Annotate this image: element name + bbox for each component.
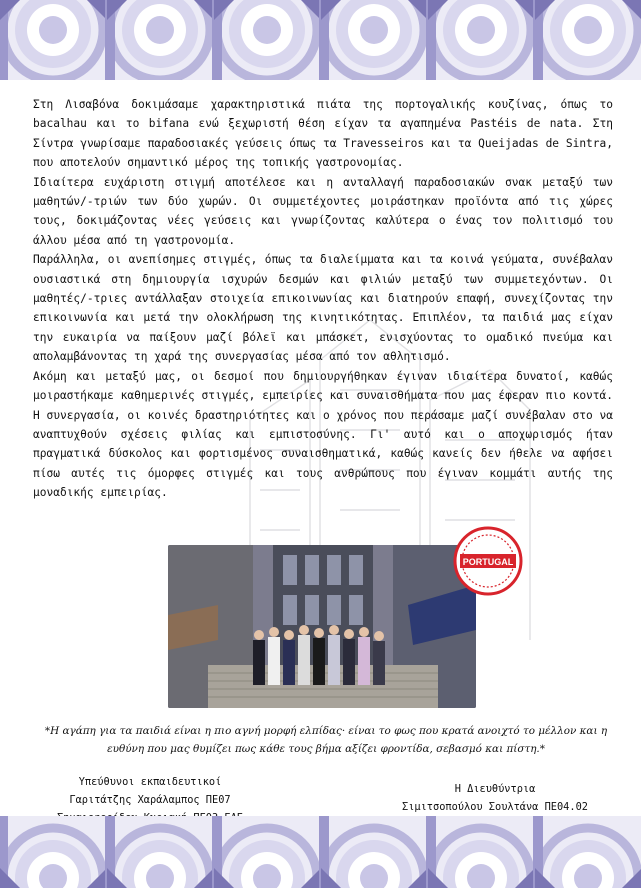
paragraph-bonds: Ακόμη και μεταξύ μας, οι δεσμοί που δημιουργήθηκαν έγιναν ιδιαίτερα δυνατοί, καθώς μοιραστήκαμε καθημερινές στιγμές, εμπειρίες και συναισθήματα που μας έφεραν πιο κοντά. Η συνεργασία, οι κοινές δραστηριότητες και ο χρόνος που περάσαμε μαζί συνέβαλαν στο να αναπτυχθούν σχέσεις φιλίας και εμπιστοσύνης. Γι' αυτό και ο αποχωρισμός ήταν πραγματικά δύσκολος και φορτισμένος συναισθηματικά, καθώς κανείς δεν ήθελε να αφήσει πίσω αυτές τις όμορφες στιγμές και τους ανθρώπους που έγιναν κομμάτι αυτής της μοναδικής εμπειρίας. (33, 369, 613, 500)
azulejo-tile-border-bottom (0, 816, 641, 888)
portugal-stamp-icon (452, 525, 524, 597)
signature-block-director (395, 780, 595, 816)
group-photo (168, 545, 476, 708)
paragraph-snack-exchange: Ιδιαίτερα ευχάριστη στιγμή αποτέλεσε και η ανταλλαγή παραδοσιακών σνακ μεταξύ των μαθητών/-τριών των δύο χωρών. Οι συμμετέχοντες μοιράστηκαν προϊόντα από τις χώρες τους, δοκιμάζοντας νέες γεύσεις και γνωρίζοντας καλύτερα ο ένας τον πολιτισμό του άλλου μέσα από τη γαστρονομία. (33, 175, 613, 247)
article-body (33, 95, 613, 503)
signature-title-teachers: Υπεύθυνοι εκπαιδευτικοί (78, 776, 222, 788)
stamp-label: PORTUGAL (462, 557, 514, 567)
azulejo-tile-border-top (0, 0, 641, 80)
paragraph-informal-moments: Παράλληλα, οι ανεπίσημες στιγμές, όπως τα διαλείμματα και τα κοινά γεύματα, συνέβαλαν ουσιαστικά στη δημιουργία ισχυρών δεσμών και φιλιών μεταξύ των συμμετεχόντων. Οι μαθητές/-τριες αντάλλαξαν στοιχεία επικοινωνίας και διατηρούν επαφή, συνεχίζοντας την επικοινωνία και μετά την ολοκλήρωση της κινητικότητας. Επιπλέον, τα παιδιά μας είχαν την ευκαιρία να παίξουν μαζί βόλεϊ και μπάσκετ, ενισχύοντας το ομαδικό πνεύμα και απολαμβάνοντας τη χαρά της συνεργασίας μέσα από τον αθλητισμό. (33, 253, 613, 364)
paragraph-food: Στη Λισαβόνα δοκιμάσαμε χαρακτηριστικά πιάτα της πορτογαλικής κουζίνας, όπως το bacalhau και το bifana ενώ ξεχωριστή θέση είχαν τα αγαπημένα Pastéis de nata. Στη Σίντρα γνωρίσαμε παραδοσιακές γεύσεις όπως τα Travesseiros και τα Queijadas de Sintra, που αποτελούν σημαντικό μέρος της τοπικής γαστρονομίας. (33, 98, 613, 170)
signature-title-director: Η Διευθύντρια (454, 783, 536, 795)
signature-name: Γαριτάτζης Χαράλαμπος ΠΕ07 (69, 794, 231, 806)
signature-name: Σιμιτσοπούλου Σουλτάνα ΠΕ04.02 (402, 801, 588, 813)
quote-text: *Η αγάπη για τα παιδιά είναι η πιο αγνή μορφή ελπίδας· είναι το φως που κρατά ανοιχτό το μέλλον και η ευθύνη που μας θυμίζει πως κάθε τους βήμα αξίζει φροντίδα, σεβασμό και πίστη.* (44, 725, 608, 755)
